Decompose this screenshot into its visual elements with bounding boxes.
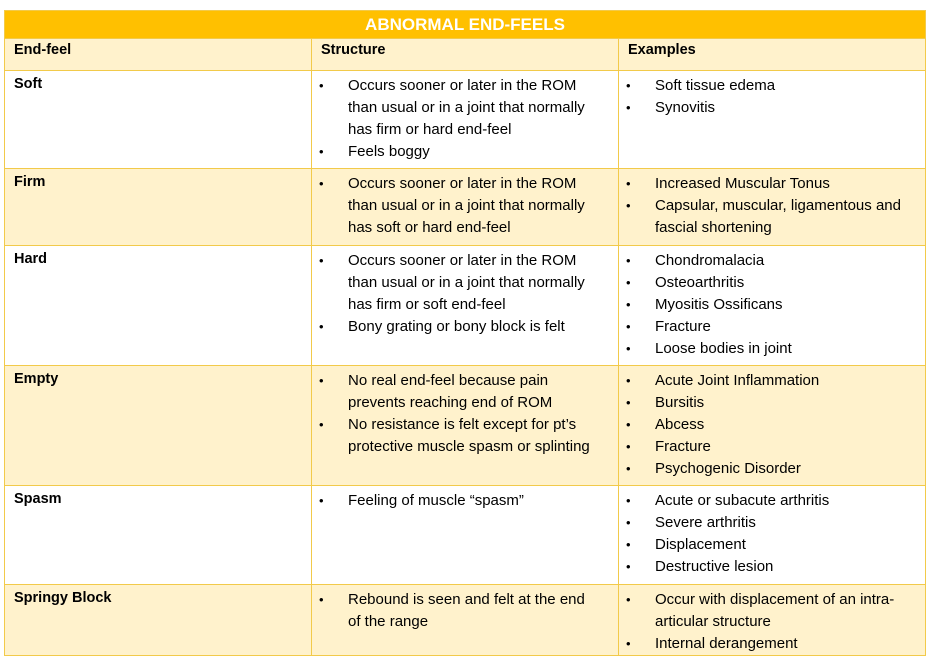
list-item (619, 512, 919, 534)
list-item-text: Internal derangement (655, 635, 798, 652)
list-item (619, 250, 919, 272)
list-item (619, 534, 919, 556)
list-item (619, 633, 919, 655)
list-item-text: fascial shortening (655, 219, 772, 236)
list-item-text: Myositis Ossificans (655, 296, 783, 313)
header-row (5, 39, 926, 71)
bullet-icon: • (319, 144, 324, 159)
table-row (5, 71, 926, 169)
end-feel-name: Springy Block (5, 585, 312, 656)
list-item-text: of the range (348, 613, 429, 630)
list-item-text: than usual or in a joint that normally (348, 99, 585, 116)
list-item-text: Severe arthritis (655, 514, 756, 531)
bullet-icon: • (626, 493, 631, 508)
bullet-icon: • (626, 297, 631, 312)
examples-list (619, 585, 925, 655)
bullet-icon: • (319, 176, 324, 191)
list-item-text: Fracture (655, 438, 711, 455)
structure-list (312, 71, 618, 163)
list-item (312, 414, 612, 458)
bullet-icon: • (626, 439, 631, 454)
list-item-text: Psychogenic Disorder (655, 460, 801, 477)
end-feel-name: Soft (5, 71, 312, 169)
examples-cell (619, 366, 926, 486)
list-item-text: Abcess (655, 416, 705, 433)
list-item (619, 316, 919, 338)
bullet-icon: • (319, 493, 324, 508)
examples-cell (619, 71, 926, 169)
list-item (619, 490, 919, 512)
list-item-text: Acute or subacute arthritis (655, 492, 830, 509)
list-item-text: Feeling of muscle “spasm” (348, 492, 524, 509)
list-item (619, 458, 919, 480)
title-row (5, 11, 926, 39)
examples-cell (619, 169, 926, 246)
list-item (619, 370, 919, 392)
list-item-text: than usual or in a joint that normally (348, 274, 585, 291)
list-item-text: Chondromalacia (655, 252, 765, 269)
bullet-icon: • (626, 176, 631, 191)
examples-cell (619, 585, 926, 656)
structure-cell (312, 71, 619, 169)
list-item (312, 75, 612, 141)
list-item (619, 195, 919, 239)
header-examples: Examples (619, 39, 926, 71)
list-item-text: prevents reaching end of ROM (348, 394, 553, 411)
list-item-text: No real end-feel because pain (348, 372, 549, 389)
list-item-text: Occur with displacement of an intra- (655, 591, 895, 608)
end-feel-name: Firm (5, 169, 312, 246)
list-item (619, 338, 919, 360)
end-feel-name: Hard (5, 246, 312, 366)
list-item (619, 97, 919, 119)
list-item-text: Destructive lesion (655, 558, 774, 575)
table-row (5, 486, 926, 585)
bullet-icon: • (626, 417, 631, 432)
list-item (312, 316, 612, 338)
bullet-icon: • (626, 78, 631, 93)
bullet-icon: • (319, 592, 324, 607)
list-item (312, 173, 612, 239)
list-item-text: Displacement (655, 536, 746, 553)
list-item-text: Osteoarthritis (655, 274, 745, 291)
structure-list (312, 169, 618, 239)
table-row (5, 585, 926, 656)
list-item (619, 272, 919, 294)
list-item (312, 589, 612, 633)
bullet-icon: • (626, 515, 631, 530)
structure-cell (312, 486, 619, 585)
list-item (619, 173, 919, 195)
examples-cell (619, 486, 926, 585)
bullet-icon: • (626, 636, 631, 651)
list-item-text: Occurs sooner or later in the ROM (348, 77, 577, 94)
table-row (5, 366, 926, 486)
header-end-feel: End-feel (5, 39, 312, 71)
bullet-icon: • (626, 253, 631, 268)
list-item (312, 250, 612, 316)
structure-cell (312, 169, 619, 246)
list-item (619, 589, 919, 633)
list-item-text: Capsular, muscular, ligamentous and (655, 197, 901, 214)
structure-list (312, 246, 618, 338)
list-item-text: Occurs sooner or later in the ROM (348, 252, 577, 269)
table-body (5, 71, 926, 656)
list-item-text: Loose bodies in joint (655, 340, 792, 357)
list-item-text: has firm or soft end-feel (348, 296, 506, 313)
bullet-icon: • (626, 275, 631, 290)
bullet-icon: • (319, 373, 324, 388)
bullet-icon: • (626, 461, 631, 476)
structure-cell (312, 366, 619, 486)
list-item-text: has firm or hard end-feel (348, 121, 512, 138)
bullet-icon: • (626, 373, 631, 388)
bullet-icon: • (319, 319, 324, 334)
table-row (5, 246, 926, 366)
bullet-icon: • (319, 78, 324, 93)
list-item-text: than usual or in a joint that normally (348, 197, 585, 214)
list-item-text: Fracture (655, 318, 711, 335)
table-row (5, 169, 926, 246)
list-item (312, 490, 612, 512)
bullet-icon: • (626, 198, 631, 213)
list-item-text: articular structure (655, 613, 771, 630)
list-item-text: Acute Joint Inflammation (655, 372, 820, 389)
examples-list (619, 366, 925, 480)
end-feel-name: Spasm (5, 486, 312, 585)
bullet-icon: • (626, 319, 631, 334)
bullet-icon: • (626, 341, 631, 356)
structure-list (312, 585, 618, 633)
list-item-text: Occurs sooner or later in the ROM (348, 175, 577, 192)
end-feel-name: Empty (5, 366, 312, 486)
list-item-text: Rebound is seen and felt at the end (348, 591, 585, 608)
structure-list (312, 486, 618, 512)
list-item (619, 414, 919, 436)
bullet-icon: • (319, 417, 324, 432)
list-item-text: Feels boggy (348, 143, 430, 160)
bullet-icon: • (626, 559, 631, 574)
list-item (312, 141, 612, 163)
examples-list (619, 169, 925, 239)
bullet-icon: • (626, 100, 631, 115)
structure-cell (312, 246, 619, 366)
list-item-text: protective muscle spasm or splinting (348, 438, 590, 455)
bullet-icon: • (626, 592, 631, 607)
list-item-text: has soft or hard end-feel (348, 219, 511, 236)
list-item-text: No resistance is felt except for pt’s (348, 416, 577, 433)
header-structure: Structure (312, 39, 619, 71)
structure-list (312, 366, 618, 458)
end-feels-table (4, 10, 926, 656)
list-item-text: Synovitis (655, 99, 716, 116)
examples-list (619, 246, 925, 360)
list-item-text: Bony grating or bony block is felt (348, 318, 565, 335)
table-title: ABNORMAL END-FEELS (5, 11, 926, 39)
list-item (619, 294, 919, 316)
bullet-icon: • (319, 253, 324, 268)
examples-cell (619, 246, 926, 366)
list-item-text: Bursitis (655, 394, 705, 411)
list-item (619, 556, 919, 578)
examples-list (619, 71, 925, 119)
list-item (619, 75, 919, 97)
list-item (312, 370, 612, 414)
list-item-text: Increased Muscular Tonus (655, 175, 830, 192)
list-item (619, 436, 919, 458)
list-item-text: Soft tissue edema (655, 77, 776, 94)
list-item (619, 392, 919, 414)
examples-list (619, 486, 925, 578)
bullet-icon: • (626, 395, 631, 410)
bullet-icon: • (626, 537, 631, 552)
structure-cell (312, 585, 619, 656)
